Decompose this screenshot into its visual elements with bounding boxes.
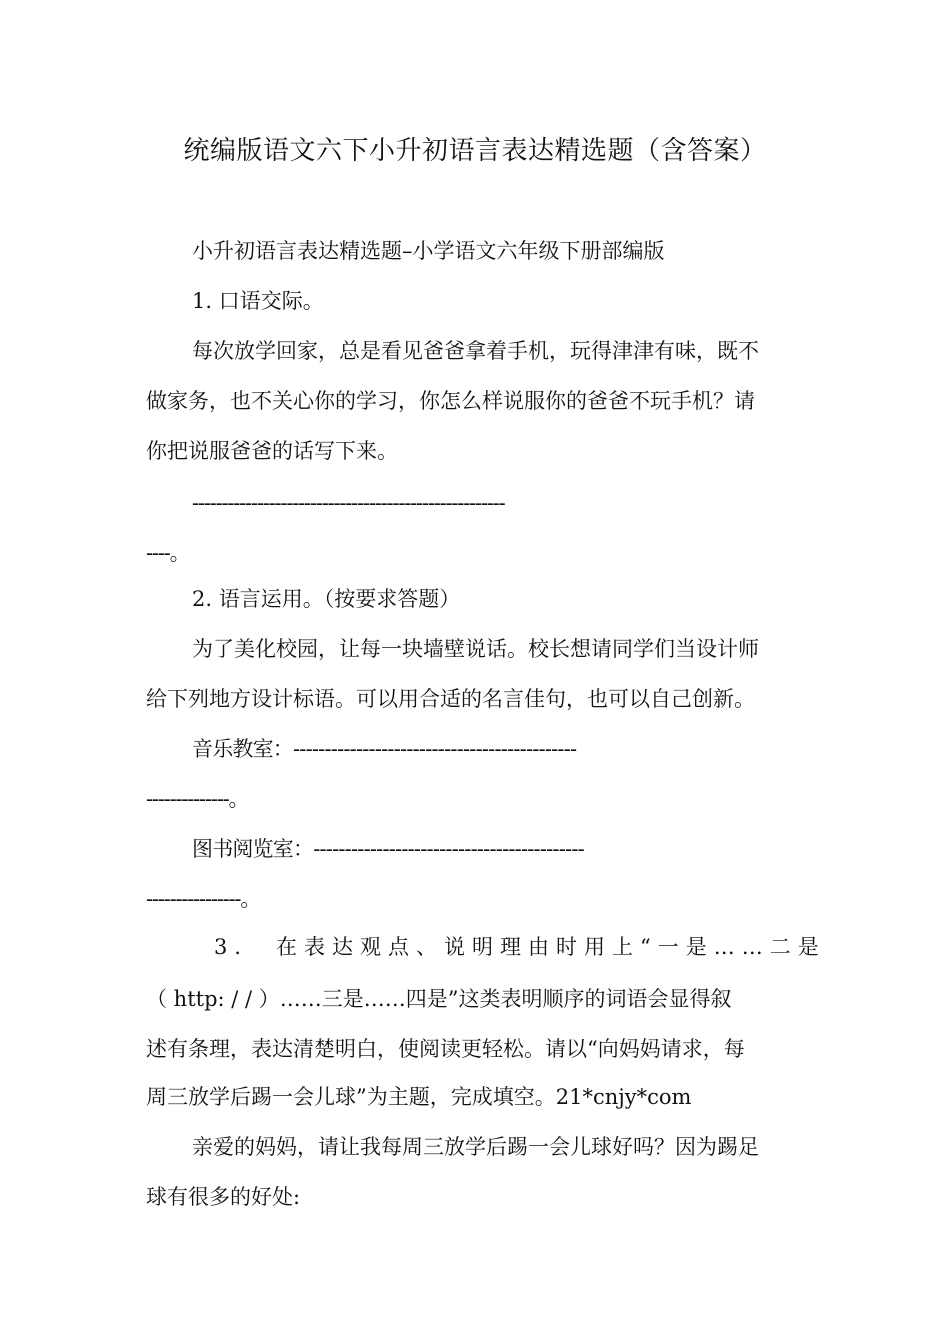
question-1-text: 你把说服爸爸的话写下来。 (146, 439, 398, 463)
question-1-text: 做家务，也不关心你的学习，你怎么样说服你的爸爸不玩手机？请 (146, 389, 755, 413)
question-2-text: 为了美化校园，让每一块墙壁说话。校长想请同学们当设计师 (192, 637, 759, 661)
question-3-text: 亲爱的妈妈，请让我每周三放学后踢一会儿球好吗？因为踢足 (192, 1135, 759, 1159)
question-3-text: 3． 在表达观点、说明理由时用上“一是……二是 (214, 935, 826, 959)
subtitle: 小升初语言表达精选题–小学语文六年级下册部编版 (192, 239, 665, 263)
library-blank: 图书阅览室：------------------------------------------- (192, 837, 584, 861)
question-1-text: 每次放学回家，总是看见爸爸拿着手机，玩得津津有味，既不 (192, 339, 759, 363)
question-2-text: 给下列地方设计标语。可以用合适的名言佳句，也可以自己创新。 (146, 687, 755, 711)
question-3-text: 周三放学后踢一会儿球”为主题，完成填空。21*cnjy*com (146, 1085, 692, 1109)
answer-blank: ----------------------------------------------------- (192, 491, 505, 515)
document-title: 统编版语文六下小升初语言表达精选题（含答案） (183, 136, 767, 166)
question-3-text: （ http: / / ）……三是……四是”这类表明顺序的词语会显得叙 (146, 987, 732, 1011)
answer-blank: ----------------。 (146, 887, 261, 911)
answer-blank: ----。 (146, 541, 190, 565)
music-room-blank: 音乐教室：--------------------------------------------- (192, 737, 577, 761)
question-3-text: 述有条理，表达清楚明白，使阅读更轻松。请以“向妈妈请求，每 (146, 1037, 745, 1061)
question-2-heading: 2. 语言运用。（按要求答题） (192, 587, 461, 611)
answer-blank: --------------。 (146, 787, 249, 811)
question-3-text: 球有很多的好处: (146, 1185, 301, 1209)
question-1-heading: 1. 口语交际。 (192, 289, 324, 313)
